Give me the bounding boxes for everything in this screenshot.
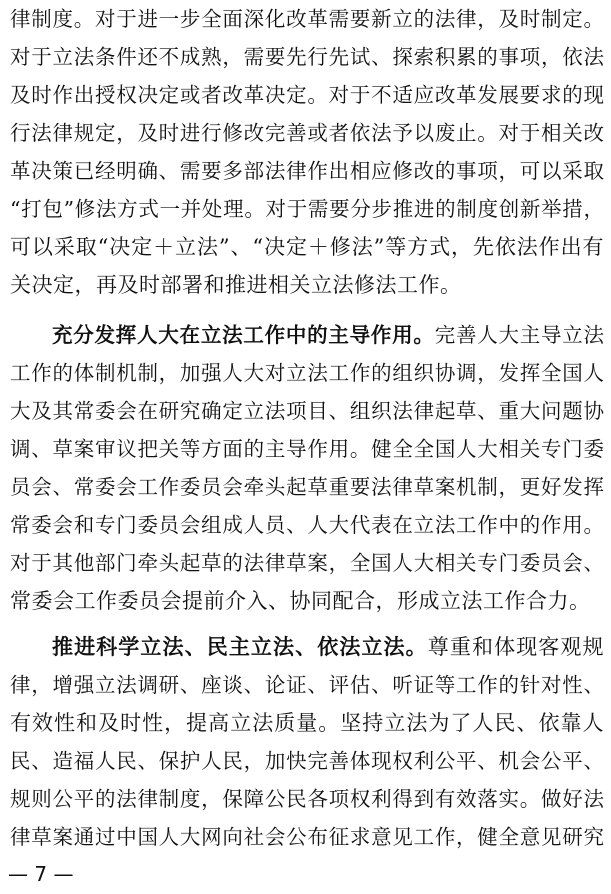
body-text-line: 调、草案审议把关等方面的主导作用。健全全国人大相关专门委 xyxy=(10,437,604,461)
body-text-line: 律制度。对于进一步全面深化改革需要新立的法律，及时制定。 xyxy=(10,7,604,31)
body-text-line: 行法律规定，及时进行修改完善或者依法予以废止。对于相关改 xyxy=(10,121,604,145)
body-text-line: 规则公平的法律制度，保障公民各项权利得到有效落实。做好法 xyxy=(10,787,604,811)
body-text-line: 律草案通过中国人大网向社会公布征求意见工作，健全意见研究 xyxy=(10,825,604,849)
body-text-line: 对于立法条件还不成熟，需要先行先试、探索积累的事项，依法 xyxy=(10,45,604,69)
body-text-line: 工作的体制机制，加强人大对立法工作的组织协调，发挥全国人 xyxy=(10,361,604,385)
body-text-line: 员会、常委会工作委员会牵头起草重要法律草案机制，更好发挥 xyxy=(10,475,604,499)
body-text: 完善人大主导立法 xyxy=(434,323,604,347)
body-text-line: “打包”修法方式一并处理。对于需要分步推进的制度创新举措， xyxy=(10,197,604,221)
paragraph-first-line xyxy=(52,630,604,664)
body-text: 尊重和体现客观规 xyxy=(427,635,604,659)
body-text-line: 革决策已经明确、需要多部法律作出相应修改的事项，可以采取 xyxy=(10,159,604,183)
page-number: — 7 — xyxy=(8,862,74,886)
paragraph-heading: 充分发挥人大在立法工作中的主导作用。 xyxy=(52,323,435,347)
paragraph-first-line xyxy=(52,318,604,352)
body-text-line: 常委会和专门委员会组成人员、人大代表在立法工作中的作用。 xyxy=(10,513,604,537)
body-text-line: 关决定，再及时部署和推进相关立法修法工作。 xyxy=(10,273,462,297)
body-text-line: 常委会工作委员会提前介入、协同配合，形成立法工作合力。 xyxy=(10,589,591,613)
body-text-line: 可以采取“决定＋立法”、“决定＋修法”等方式，先依法作出有 xyxy=(10,235,604,259)
body-text-line: 大及其常委会在研究确定立法项目、组织法律起草、重大问题协 xyxy=(10,399,604,423)
body-text-line: 律，增强立法调研、座谈、论证、评估、听证等工作的针对性、 xyxy=(10,673,604,697)
paragraph-heading: 推进科学立法、民主立法、依法立法。 xyxy=(52,634,428,659)
body-text-line: 及时作出授权决定或者改革决定。对于不适应改革发展要求的现 xyxy=(10,83,604,107)
body-text-line: 有效性和及时性，提高立法质量。坚持立法为了人民、依靠人 xyxy=(10,711,604,735)
body-text-line: 对于其他部门牵头起草的法律草案，全国人大相关专门委员会、 xyxy=(10,551,604,575)
body-text-line: 民、造福人民、保护人民，加快完善体现权利公平、机会公平、 xyxy=(10,749,604,773)
